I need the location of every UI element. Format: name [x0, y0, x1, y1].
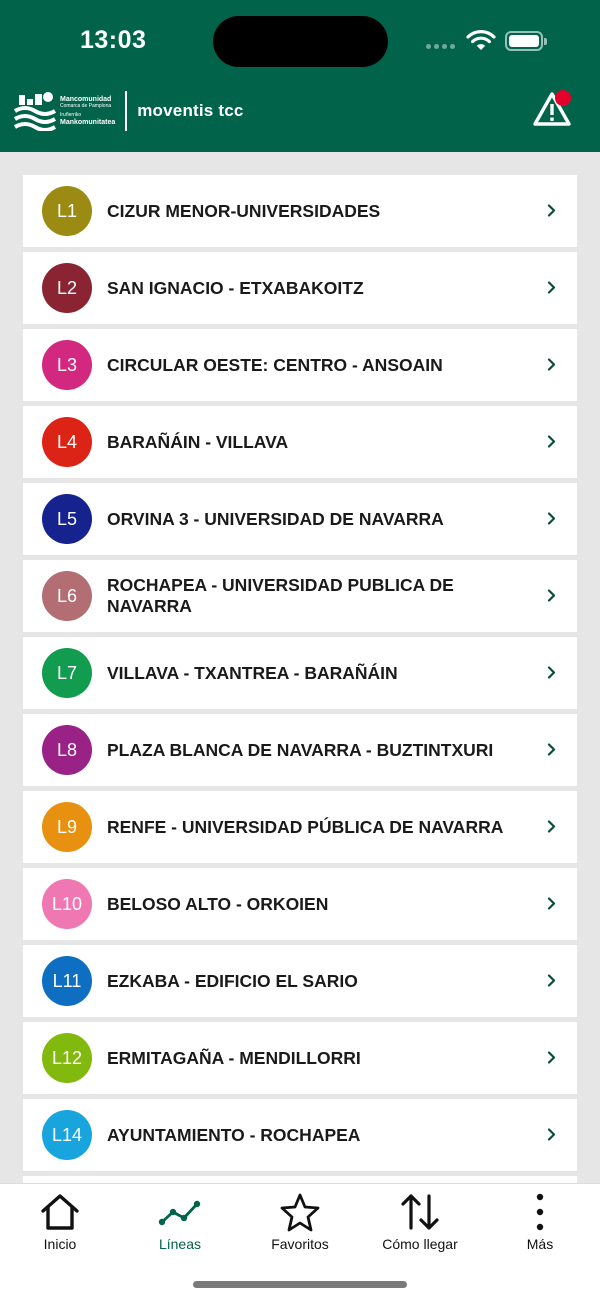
line-row[interactable] — [23, 175, 577, 247]
line-badge: L10 — [42, 879, 92, 929]
line-row[interactable] — [23, 1176, 577, 1183]
line-badge: L6 — [42, 571, 92, 621]
chevron-right-icon — [545, 1051, 558, 1064]
lines-chart-icon — [158, 1192, 202, 1232]
line-badge: L4 — [42, 417, 92, 467]
home-icon — [39, 1192, 81, 1232]
line-row[interactable] — [23, 714, 577, 786]
line-badge: L14 — [42, 1110, 92, 1160]
line-badge: L11 — [42, 956, 92, 1006]
tab-inicio[interactable] — [0, 1184, 120, 1264]
chevron-right-icon — [545, 820, 558, 833]
line-row[interactable] — [23, 791, 577, 863]
brand-logos — [14, 90, 244, 132]
line-name: CIRCULAR OESTE: CENTRO - ANSOAIN — [107, 354, 443, 375]
line-row[interactable] — [23, 406, 577, 478]
chevron-right-icon — [545, 281, 558, 294]
line-badge: L1 — [42, 186, 92, 236]
line-badge: L9 — [42, 802, 92, 852]
chevron-right-icon — [545, 358, 558, 371]
chevron-right-icon — [545, 1128, 558, 1141]
app-header — [0, 0, 600, 152]
line-badge: L7 — [42, 648, 92, 698]
line-row[interactable] — [23, 483, 577, 555]
chevron-right-icon — [545, 897, 558, 910]
line-row[interactable] — [23, 252, 577, 324]
line-row[interactable] — [23, 945, 577, 1017]
tab-label: Favoritos — [271, 1236, 329, 1252]
line-badge: L2 — [42, 263, 92, 313]
line-name: PLAZA BLANCA DE NAVARRA - BUZTINTXURI — [107, 739, 494, 760]
line-name: EZKABA - EDIFICIO EL SARIO — [107, 970, 358, 991]
tab-label: Inicio — [43, 1236, 77, 1252]
line-badge: L3 — [42, 340, 92, 390]
tab-lineas[interactable] — [120, 1184, 240, 1264]
chevron-right-icon — [545, 743, 558, 756]
tab-label: Cómo llegar — [382, 1236, 458, 1252]
line-row[interactable] — [23, 329, 577, 401]
tab-label: Líneas — [158, 1236, 202, 1252]
line-row[interactable] — [23, 1099, 577, 1171]
arrows-up-down-icon — [400, 1192, 440, 1232]
more-vertical-icon — [530, 1192, 550, 1232]
status-time: 13:03 — [80, 26, 147, 54]
alert-notification-dot — [555, 90, 571, 106]
line-row[interactable] — [23, 637, 577, 709]
line-name: ORVINA 3 - UNIVERSIDAD DE NAVARRA — [107, 508, 444, 529]
chevron-right-icon — [545, 589, 558, 602]
chevron-right-icon — [545, 435, 558, 448]
tab-mas[interactable] — [480, 1184, 600, 1264]
mancomunidad-logo-icon — [14, 91, 56, 131]
line-name: CIZUR MENOR-UNIVERSIDADES — [107, 200, 381, 221]
mancomunidad-wordmark: Mancomunidad Comarca de Pamplona Iruñerriko Mankomunitatea — [60, 96, 116, 126]
line-row[interactable] — [23, 868, 577, 940]
line-name: AYUNTAMIENTO - ROCHAPEA — [107, 1124, 361, 1145]
tab-favoritos[interactable] — [240, 1184, 360, 1264]
chevron-right-icon — [545, 512, 558, 525]
line-name: BARAÑÁIN - VILLAVA — [107, 431, 289, 452]
wifi-icon — [465, 28, 497, 52]
logo-divider — [125, 91, 127, 131]
tab-label: Más — [526, 1236, 554, 1252]
home-indicator[interactable] — [193, 1281, 407, 1288]
tab-como-llegar[interactable] — [360, 1184, 480, 1264]
line-badge: L8 — [42, 725, 92, 775]
line-name: ROCHAPEA - UNIVERSIDAD PUBLICA DE NAVARRA — [107, 575, 454, 616]
star-icon — [280, 1192, 320, 1232]
line-badge: L12 — [42, 1033, 92, 1083]
chevron-right-icon — [545, 666, 558, 679]
line-badge: L5 — [42, 494, 92, 544]
chevron-right-icon — [545, 974, 558, 987]
lines-list[interactable] — [23, 175, 577, 1183]
line-row[interactable] — [23, 1022, 577, 1094]
line-name: ERMITAGAÑA - MENDILLORRI — [107, 1047, 361, 1068]
line-row[interactable] — [23, 560, 577, 632]
cellular-signal-icon — [426, 44, 455, 49]
line-name: RENFE - UNIVERSIDAD PÚBLICA DE NAVARRA — [107, 816, 504, 837]
chevron-right-icon — [545, 204, 558, 217]
line-name: BELOSO ALTO - ORKOIEN — [107, 893, 329, 914]
line-name: VILLAVA - TXANTREA - BARAÑÁIN — [107, 662, 398, 683]
moventis-logo: moventis tcc — [137, 101, 244, 120]
battery-icon — [505, 31, 543, 51]
dynamic-island — [213, 16, 388, 67]
line-name: SAN IGNACIO - ETXABAKOITZ — [107, 277, 364, 298]
